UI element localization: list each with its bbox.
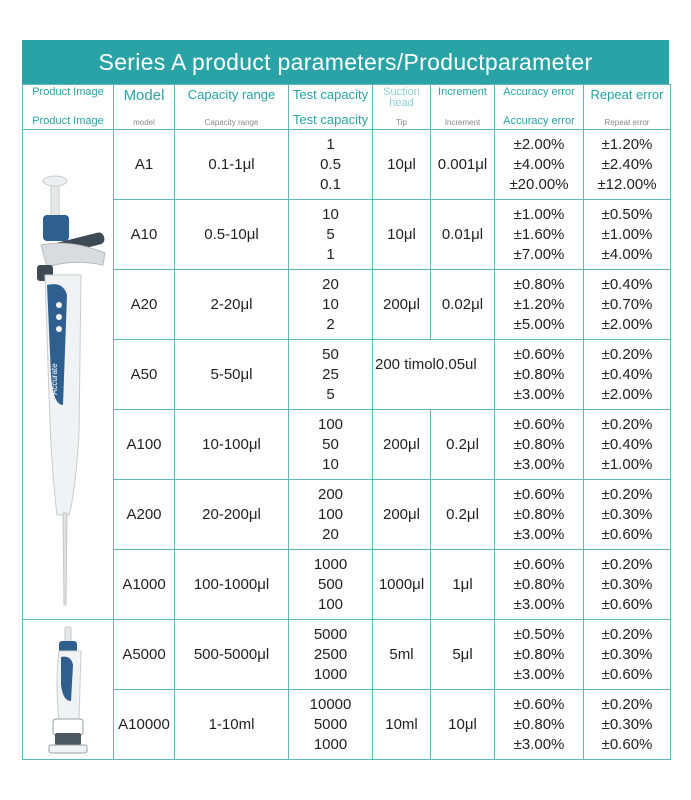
header-label: Accuracy error xyxy=(503,86,575,98)
accuracy-value: ±3.00% xyxy=(513,525,565,543)
table-row xyxy=(23,550,671,620)
accuracy-value: ±1.00% xyxy=(513,205,565,223)
repeat-value: ±0.40% xyxy=(601,435,653,453)
accuracy-value: ±0.80% xyxy=(513,275,565,293)
test-capacity-cell xyxy=(289,200,373,270)
repeat-value: ±0.20% xyxy=(601,555,653,573)
accuracy-cell xyxy=(495,270,584,340)
test-capacity-cell xyxy=(289,130,373,200)
increment-cell: 10μl xyxy=(431,690,495,760)
header-label: Increment xyxy=(438,86,487,98)
repeat-value: ±0.20% xyxy=(601,625,653,643)
test-value: 100 xyxy=(317,505,344,523)
increment-cell: 5μl xyxy=(431,620,495,690)
accuracy-cell xyxy=(495,550,584,620)
accuracy-value: ±3.00% xyxy=(513,385,565,403)
test-capacity-cell xyxy=(289,550,373,620)
test-value: 1000 xyxy=(313,665,348,683)
capacity-range-cell: 20-200μl xyxy=(175,480,289,550)
test-value: 1 xyxy=(326,245,335,263)
model-cell: A50 xyxy=(114,340,175,410)
test-capacity-cell xyxy=(289,340,373,410)
repeat-value: ±0.20% xyxy=(601,695,653,713)
accuracy-value: ±3.00% xyxy=(513,595,565,613)
header-label-sub: Tip xyxy=(396,118,407,127)
repeat-value: ±0.60% xyxy=(601,735,653,753)
test-value: 10 xyxy=(322,205,339,223)
header-label: Product Image xyxy=(32,86,104,98)
header-label: Capacity range xyxy=(187,87,276,102)
header-repeat-error xyxy=(584,85,671,130)
header-label: Suction head xyxy=(383,86,420,109)
repeat-cell xyxy=(584,410,671,480)
test-value: 10000 xyxy=(309,695,352,713)
accuracy-cell xyxy=(495,620,584,690)
capacity-range-cell: 2-20μl xyxy=(175,270,289,340)
repeat-value: ±1.00% xyxy=(601,225,653,243)
parameter-table xyxy=(22,84,671,760)
test-value: 20 xyxy=(322,525,339,543)
model-cell: A10000 xyxy=(114,690,175,760)
table-row xyxy=(23,130,671,200)
table-row xyxy=(23,340,671,410)
pipette-image xyxy=(23,135,113,615)
repeat-value: ±0.30% xyxy=(601,715,653,733)
accuracy-value: ±3.00% xyxy=(513,455,565,473)
test-value: 100 xyxy=(317,595,344,613)
product-image-cell-large xyxy=(23,620,114,760)
tip-cell: 10ml xyxy=(373,690,431,760)
accuracy-value: ±0.60% xyxy=(513,485,565,503)
increment-cell: 0.2μl xyxy=(431,410,495,480)
repeat-value: ±0.20% xyxy=(601,485,653,503)
repeat-value: ±0.30% xyxy=(601,575,653,593)
header-label-sub: Increment xyxy=(444,118,481,127)
test-capacity-cell xyxy=(289,690,373,760)
repeat-value: ±0.30% xyxy=(601,645,653,663)
tip-cell: 200μl xyxy=(373,480,431,550)
repeat-value: ±0.70% xyxy=(601,295,653,313)
test-value: 5000 xyxy=(313,625,348,643)
test-value: 10 xyxy=(322,295,339,313)
accuracy-value: ±5.00% xyxy=(513,315,565,333)
header-increment xyxy=(431,85,495,130)
test-value: 0.1 xyxy=(320,175,341,193)
test-value: 50 xyxy=(322,345,339,363)
accuracy-value: ±20.00% xyxy=(509,175,569,193)
repeat-cell xyxy=(584,620,671,690)
header-model xyxy=(114,85,175,130)
accuracy-value: ±0.80% xyxy=(513,365,565,383)
test-value: 1000 xyxy=(313,555,348,573)
brand-logo: Accurate xyxy=(50,362,59,395)
header-test-capacity xyxy=(289,85,373,130)
model-cell: A5000 xyxy=(114,620,175,690)
capacity-range-cell: 500-5000μl xyxy=(175,620,289,690)
accuracy-value: ±3.00% xyxy=(513,665,565,683)
table-row xyxy=(23,690,671,760)
accuracy-value: ±4.00% xyxy=(513,155,565,173)
repeat-value: ±0.60% xyxy=(601,595,653,613)
header-label-sub: Test capacity xyxy=(292,112,369,127)
accuracy-value: ±0.60% xyxy=(513,555,565,573)
increment-cell: 0.2μl xyxy=(431,480,495,550)
repeat-cell xyxy=(584,340,671,410)
accuracy-cell xyxy=(495,480,584,550)
tip-cell: 10μl xyxy=(373,200,431,270)
header-product-image xyxy=(23,85,114,130)
repeat-value: ±2.00% xyxy=(601,315,653,333)
tip-cell: 1000μl xyxy=(373,550,431,620)
test-value: 2 xyxy=(326,315,335,333)
test-capacity-cell xyxy=(289,270,373,340)
test-value: 20 xyxy=(322,275,339,293)
header-label-sub: Accuracy error xyxy=(503,115,575,127)
accuracy-cell xyxy=(495,200,584,270)
header-label: Repeat error xyxy=(590,87,664,102)
test-capacity-cell xyxy=(289,410,373,480)
repeat-cell xyxy=(584,690,671,760)
header-capacity-range xyxy=(175,85,289,130)
tip-cell: 10μl xyxy=(373,130,431,200)
header-label: Test capacity xyxy=(292,87,369,102)
model-cell: A1000 xyxy=(114,550,175,620)
model-cell: A100 xyxy=(114,410,175,480)
repeat-value: ±1.00% xyxy=(601,455,653,473)
test-value: 5 xyxy=(326,385,335,403)
repeat-cell xyxy=(584,480,671,550)
accuracy-cell xyxy=(495,410,584,480)
increment-cell: 0.02μl xyxy=(431,270,495,340)
repeat-cell xyxy=(584,550,671,620)
accuracy-value: ±0.60% xyxy=(513,345,565,363)
model-cell: A1 xyxy=(114,130,175,200)
accuracy-value: ±1.20% xyxy=(513,295,565,313)
capacity-range-cell: 10-100μl xyxy=(175,410,289,480)
table-row xyxy=(23,620,671,690)
model-cell: A10 xyxy=(114,200,175,270)
accuracy-value: ±3.00% xyxy=(513,735,565,753)
header-tip xyxy=(373,85,431,130)
capacity-range-cell: 5-50μl xyxy=(175,340,289,410)
repeat-value: ±2.00% xyxy=(601,385,653,403)
test-value: 100 xyxy=(317,415,344,433)
table-row xyxy=(23,270,671,340)
accuracy-value: ±0.80% xyxy=(513,575,565,593)
repeat-value: ±0.50% xyxy=(601,205,653,223)
test-value: 25 xyxy=(322,365,339,383)
repeat-value: ±2.40% xyxy=(601,155,653,173)
test-value: 10 xyxy=(322,455,339,473)
repeat-cell xyxy=(584,270,671,340)
model-cell: A20 xyxy=(114,270,175,340)
header-label-sub: Repeat error xyxy=(604,118,650,127)
page-title: Series A product parameters/Productparameter xyxy=(22,40,669,84)
repeat-value: ±12.00% xyxy=(597,175,657,193)
product-image-cell xyxy=(23,130,114,620)
header-label-sub: Product Image xyxy=(32,115,104,127)
increment-cell: 0.01μl xyxy=(431,200,495,270)
accuracy-value: ±1.60% xyxy=(513,225,565,243)
accuracy-cell xyxy=(495,130,584,200)
increment-cell: 1μl xyxy=(431,550,495,620)
repeat-value: ±4.00% xyxy=(601,245,653,263)
accuracy-value: ±0.80% xyxy=(513,505,565,523)
test-value: 1 xyxy=(326,135,335,153)
test-capacity-cell xyxy=(289,480,373,550)
accuracy-cell xyxy=(495,340,584,410)
header-label-sub: model xyxy=(133,118,155,127)
accuracy-value: ±0.80% xyxy=(513,645,565,663)
repeat-cell xyxy=(584,130,671,200)
repeat-value: ±0.20% xyxy=(601,415,653,433)
repeat-value: ±0.20% xyxy=(601,345,653,363)
accuracy-value: ±0.60% xyxy=(513,415,565,433)
tip-cell: 5ml xyxy=(373,620,431,690)
capacity-range-cell: 0.5-10μl xyxy=(175,200,289,270)
repeat-value: ±0.40% xyxy=(601,365,653,383)
tip-increment-text: 200 timol0.05ul xyxy=(375,356,477,373)
test-value: 500 xyxy=(317,575,344,593)
capacity-range-cell: 100-1000μl xyxy=(175,550,289,620)
repeat-value: ±0.30% xyxy=(601,505,653,523)
test-capacity-cell xyxy=(289,620,373,690)
accuracy-value: ±0.80% xyxy=(513,435,565,453)
test-value: 2500 xyxy=(313,645,348,663)
accuracy-value: ±0.80% xyxy=(513,715,565,733)
test-value: 0.5 xyxy=(320,155,341,173)
test-value: 50 xyxy=(322,435,339,453)
large-pipette-image xyxy=(23,621,113,759)
model-cell: A200 xyxy=(114,480,175,550)
header-label-sub: Capacity range xyxy=(204,118,259,127)
test-value: 200 xyxy=(317,485,344,503)
table-row xyxy=(23,480,671,550)
repeat-value: ±0.40% xyxy=(601,275,653,293)
tip-cell: 200μl xyxy=(373,270,431,340)
accuracy-value: ±0.50% xyxy=(513,625,565,643)
test-value: 5000 xyxy=(313,715,348,733)
repeat-value: ±0.60% xyxy=(601,665,653,683)
capacity-range-cell: 1-10ml xyxy=(175,690,289,760)
table-row xyxy=(23,410,671,480)
repeat-value: ±0.60% xyxy=(601,525,653,543)
tip-cell: 200μl xyxy=(373,410,431,480)
accuracy-value: ±0.60% xyxy=(513,695,565,713)
accuracy-cell xyxy=(495,690,584,760)
header-row xyxy=(23,85,671,130)
test-value: 1000 xyxy=(313,735,348,753)
increment-cell: 0.001μl xyxy=(431,130,495,200)
accuracy-value: ±7.00% xyxy=(513,245,565,263)
repeat-value: ±1.20% xyxy=(601,135,653,153)
repeat-cell xyxy=(584,200,671,270)
test-value: 5 xyxy=(326,225,335,243)
header-accuracy-error xyxy=(495,85,584,130)
capacity-range-cell: 0.1-1μl xyxy=(175,130,289,200)
accuracy-value: ±2.00% xyxy=(513,135,565,153)
tip-increment-cell xyxy=(373,340,495,410)
header-label: Model xyxy=(123,87,165,104)
table-row xyxy=(23,200,671,270)
